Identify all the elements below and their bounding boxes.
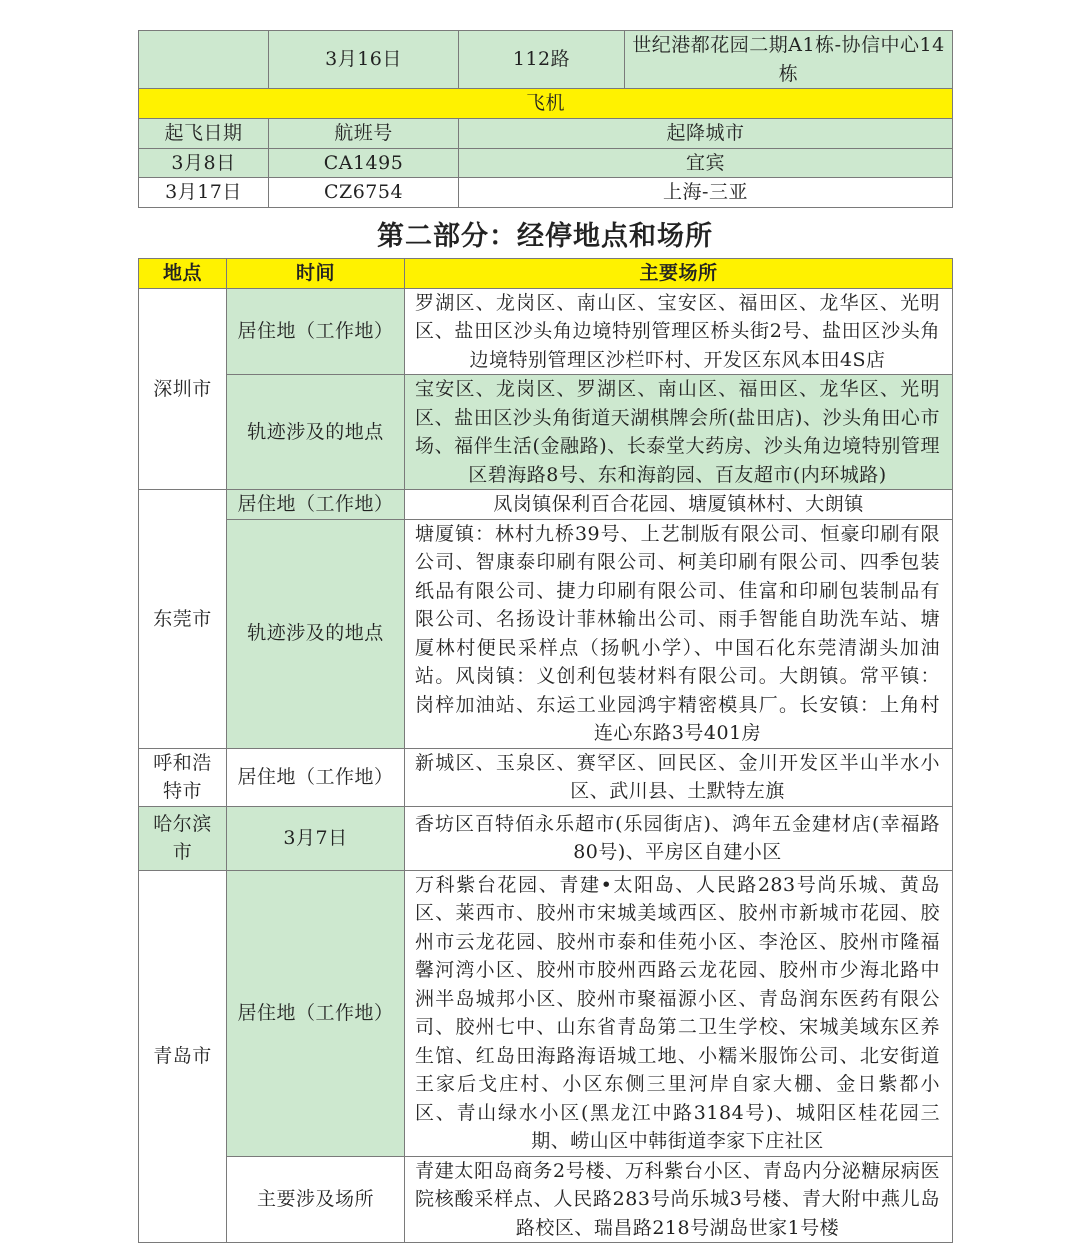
transport-table xyxy=(138,30,953,208)
flight-header-number: 航班号 xyxy=(269,119,459,149)
city-hohhot: 呼和浩特市 xyxy=(139,748,227,806)
time-cell: 居住地（工作地） xyxy=(227,490,405,520)
locations-header-row xyxy=(139,259,953,289)
table-row xyxy=(139,288,953,375)
venues-cell: 万科紫台花园、青建•太阳岛、人民路283号尚乐城、黄岛区、莱西市、胶州市宋城美域西区、胶州市新城市花园、胶州市云龙花园、胶州市泰和佳苑小区、李沧区、胶州市隆福馨河湾小区、胶州市胶州西路云龙花园、胶州市少海北路中洲半岛城邦小区、胶州市聚福源小区、青岛润东医药有限公司、胶州七中、山东省青岛第二卫生学校、宋城美域东区养生馆、红岛田海路海语城工地、小糯米服饰公司、北安街道王家后戈庄村、小区东侧三里河岸自家大棚、金日紫都小区、青山绿水小区(黑龙江中路3184号)、城阳区桂花园三期、崂山区中韩街道李家下庄社区 xyxy=(405,870,953,1156)
time-cell: 居住地（工作地） xyxy=(227,288,405,375)
table-row xyxy=(139,490,953,520)
flight-header-row xyxy=(139,119,953,149)
time-cell: 轨迹涉及的地点 xyxy=(227,519,405,748)
flight-city: 宜宾 xyxy=(459,148,953,178)
bus-row-blank-cell xyxy=(139,31,269,89)
bus-date-cell: 3月16日 xyxy=(269,31,459,89)
venues-cell: 香坊区百特佰永乐超市(乐园街店)、鸿年五金建材店(幸福路80号)、平房区自建小区 xyxy=(405,806,953,870)
venues-cell: 青建太阳岛商务2号楼、万科紫台小区、青岛内分泌糖尿病医院核酸采样点、人民路283号尚乐城3号楼、青大附中燕儿岛路校区、瑞昌路218号湖岛世家1号楼 xyxy=(405,1156,953,1243)
table-row xyxy=(139,806,953,870)
locations-table xyxy=(138,258,953,1243)
flight-row xyxy=(139,148,953,178)
flight-section-label: 飞机 xyxy=(139,89,953,119)
table-row xyxy=(139,519,953,748)
table-row xyxy=(139,1156,953,1243)
flight-header-city: 起降城市 xyxy=(459,119,953,149)
city-qingdao: 青岛市 xyxy=(139,870,227,1243)
flight-city: 上海-三亚 xyxy=(459,178,953,208)
table-row xyxy=(139,748,953,806)
time-cell: 轨迹涉及的地点 xyxy=(227,375,405,490)
time-cell: 3月7日 xyxy=(227,806,405,870)
header-venues: 主要场所 xyxy=(405,259,953,289)
table-row xyxy=(139,375,953,490)
header-time: 时间 xyxy=(227,259,405,289)
bus-row xyxy=(139,31,953,89)
time-cell: 居住地（工作地） xyxy=(227,870,405,1156)
venues-cell: 凤岗镇保利百合花园、塘厦镇林村、大朗镇 xyxy=(405,490,953,520)
venues-cell: 新城区、玉泉区、赛罕区、回民区、金川开发区半山半水小区、武川县、土默特左旗 xyxy=(405,748,953,806)
city-dongguan: 东莞市 xyxy=(139,490,227,749)
table-row xyxy=(139,870,953,1156)
flight-header-date: 起飞日期 xyxy=(139,119,269,149)
venues-cell: 罗湖区、龙岗区、南山区、宝安区、福田区、龙华区、光明区、盐田区沙头角边境特别管理区桥头街2号、盐田区沙头角边境特别管理区沙栏吓村、开发区东风本田4S店 xyxy=(405,288,953,375)
city-harbin: 哈尔滨市 xyxy=(139,806,227,870)
venues-cell: 塘厦镇：林村九桥39号、上艺制版有限公司、恒豪印刷有限公司、智康泰印刷有限公司、柯美印刷有限公司、四季包装纸品有限公司、捷力印刷有限公司、佳富和印刷包装制品有限公司、名扬设计菲林输出公司、雨手智能自助洗车站、塘厦林村便民采样点（扬帆小学）、中国石化东莞清湖头加油站。风岗镇：义创利包装材料有限公司。大朗镇。常平镇：岗梓加油站、东运工业园鸿宇精密模具厂。长安镇：上角村连心东路3号401房 xyxy=(405,519,953,748)
header-place: 地点 xyxy=(139,259,227,289)
time-cell: 居住地（工作地） xyxy=(227,748,405,806)
bus-place-cell: 世纪港都花园二期A1栋-协信中心14栋 xyxy=(625,31,953,89)
flight-row xyxy=(139,178,953,208)
city-shenzhen: 深圳市 xyxy=(139,288,227,490)
venues-cell: 宝安区、龙岗区、罗湖区、南山区、福田区、龙华区、光明区、盐田区沙头角街道天湖棋牌会所(盐田店)、沙头角田心市场、福伴生活(金融路)、长泰堂大药房、沙头角边境特别管理区碧海路8号、东和海韵园、百友超市(内环城路) xyxy=(405,375,953,490)
flight-date: 3月8日 xyxy=(139,148,269,178)
flight-number: CA1495 xyxy=(269,148,459,178)
flight-date: 3月17日 xyxy=(139,178,269,208)
bus-route-cell: 112路 xyxy=(459,31,625,89)
flight-number: CZ6754 xyxy=(269,178,459,208)
time-cell: 主要涉及场所 xyxy=(227,1156,405,1243)
part2-title: 第二部分：经停地点和场所 xyxy=(377,221,713,252)
